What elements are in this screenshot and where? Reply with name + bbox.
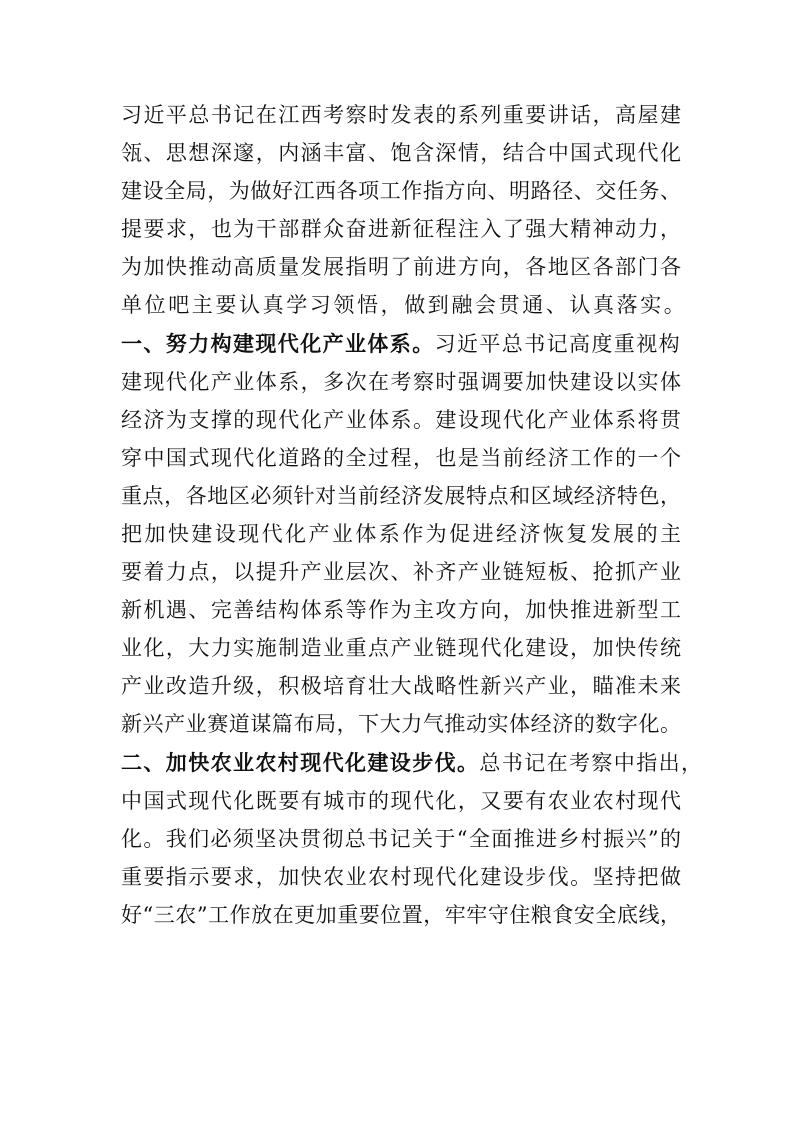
paragraph-line: 要着力点，以提升产业层次、补齐产业链短板、抢抓产业 <box>121 560 681 584</box>
section-heading-line <box>121 326 681 362</box>
paragraph-line: 建设全局，为做好江西各项工作指方向、明路径、交任务、 <box>121 179 681 203</box>
paragraph-line: 建现代化产业体系，多次在考察时强调要加快建设以实体 <box>121 370 681 394</box>
paragraph-line: 习近平总书记在江西考察时发表的系列重要讲话，高屋建 <box>121 103 681 127</box>
paragraph-line: 把加快建设现代化产业体系作为促进经济恢复发展的主 <box>121 522 681 546</box>
paragraph-line: 新机遇、完善结构体系等作为主攻方向，加快推进新型工 <box>121 598 681 622</box>
paragraph-line: 经济为支撑的现代化产业体系。建设现代化产业体系将贯 <box>121 408 681 432</box>
paragraph-line: 化。我们必须坚决贯彻总书记关于“全面推进乡村振兴”的 <box>121 827 681 851</box>
section-heading-line <box>121 745 704 781</box>
section-heading-1: 一、努力构建现代化产业体系。 <box>121 332 435 356</box>
section-lead-2: 总书记在考察中指出， <box>479 751 704 775</box>
paragraph-line: 重点，各地区必须针对当前经济发展特点和区域经济特色， <box>121 484 681 508</box>
paragraph-line: 单位吧主要认真学习领悟，做到融会贯通、认真落实。 <box>121 293 688 317</box>
paragraph-line: 瓴、思想深邃，内涵丰富、饱含深情，结合中国式现代化 <box>121 141 681 165</box>
paragraph-line: 中国式现代化既要有城市的现代化，又要有农业农村现代 <box>121 789 681 813</box>
paragraph-line: 穿中国式现代化道路的全过程，也是当前经济工作的一个 <box>121 446 681 470</box>
section-heading-2: 二、加快农业农村现代化建设步伐。 <box>121 751 480 775</box>
paragraph-line: 业化，大力实施制造业重点产业链现代化建设，加快传统 <box>121 636 681 660</box>
paragraph-line: 产业改造升级，积极培育壮大战略性新兴产业，瞄准未来 <box>121 674 681 698</box>
paragraph-line: 新兴产业赛道谋篇布局，下大力气推动实体经济的数字化。 <box>121 712 681 736</box>
section-lead-1: 习近平总书记高度重视构 <box>434 332 682 356</box>
paragraph-line: 重要指示要求，加快农业农村现代化建设步伐。坚持把做 <box>121 865 681 889</box>
paragraph-line: 为加快推动高质量发展指明了前进方向，各地区各部门各 <box>121 255 681 279</box>
paragraph-line: 好“三农”工作放在更加重要位置，牢牢守住粮食安全底线， <box>121 903 681 927</box>
paragraph-line: 提要求，也为干部群众奋进新征程注入了强大精神动力， <box>121 217 681 241</box>
